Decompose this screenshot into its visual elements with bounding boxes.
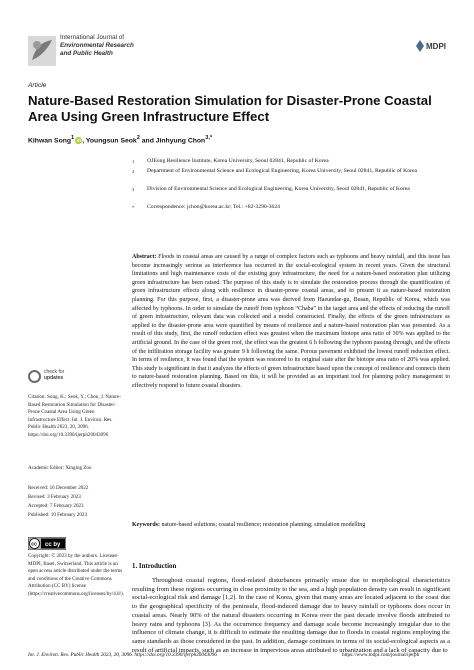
footer-journal-link[interactable]: https://www.mdpi.com/journal/ijerph [342, 652, 420, 658]
keywords-label: Keywords: [132, 522, 160, 528]
affiliation-number: 2 [132, 169, 135, 174]
author-3-affil: 3,* [205, 135, 213, 141]
author-1-affil: 1 [71, 135, 75, 141]
affiliation-number: 3 [132, 187, 135, 192]
journal-name-line1: International Journal of [60, 34, 125, 41]
received-date: Received: 16 December 2022 [28, 485, 89, 491]
check-line1: check for [44, 369, 65, 375]
revised-date: Revised: 3 February 2023 [28, 494, 81, 500]
paper-title: Nature-Based Restoration Simulation for Disaster-Prone Coastal Area Using Green Infrastructure Effect [28, 93, 432, 124]
academic-editor: Academic Editor: Xinging Zou [28, 465, 92, 471]
check-updates-icon[interactable] [28, 370, 41, 383]
article-type: Article [28, 82, 47, 89]
svg-text:cc: cc [31, 541, 37, 548]
cc-by-license-icon[interactable] [28, 537, 66, 550]
section-heading: 1. Introduction [132, 563, 177, 570]
author-1: Kihwan Song [28, 137, 72, 145]
copyright-notice: Copyright: © 2023 by the authors. Licensee MDPI, Basel, Switzerland. This article is an open access article distributed under the terms and conditions of the Creative Commons Attribution (CC BY) license (https://creativecommons.org/licenses/by/4.0/). [28, 553, 124, 597]
journal-name-line3: and Public Health [60, 50, 113, 57]
mdpi-logo-text: MDPI [426, 42, 446, 51]
cc-by-label: cc by [45, 542, 61, 548]
correspondence-text: Correspondence: jchon@korea.ac.kr; Tel.: +82-3290-3624 [147, 204, 281, 210]
author-2: , Youngsun Seok [82, 137, 137, 145]
orcid-icon[interactable]: iD [76, 137, 81, 143]
mdpi-logo-icon [412, 36, 448, 56]
affiliation-number: 1 [132, 159, 135, 164]
abstract [132, 253, 450, 391]
citation: Citation: Song, K.; Seok, Y.; Chon, J. Nature-Based Restoration Simulation for Disaster-Prone Coastal Area Using Green Infrastructure Effect. Int. J. Environ. Res. Public Health 2023, 20, 3096. https://doi.org/10.3390/ijerph20043096 [28, 394, 121, 438]
abstract-label: Abstract: [132, 254, 157, 260]
journal-logo-icon [28, 36, 56, 66]
affiliation-number: * [132, 205, 135, 210]
affiliation-text: OJEong Resilience Institute, Korea University, Seoul 02841, Republic of Korea [147, 158, 329, 164]
abstract-text: Floods in coastal areas are caused by a range of complex factors such as typhoons and heavy rainfall, and this issue has become increasingly serious as interference has occurred in the social-ecological system in recent years. Given the structural limitations and high maintenance costs of the existing gray infrastructure, the need for a nature-based restoration plan utilizing green infrastructure has been raised. The purpose of this study is to simulate the restoration process through the quantification of green infrastructure effects along with resilience in disaster-prone coastal areas, and to present it as nature-based restoration planning. For this purpose, first, a disaster-prone area was derived from Haeundae-gu, Busan, Republic of Korea, which was affected by typhoons. In order to simulate the runoff from typhoon “Chaba” in the target area and the effects of reducing the runoff of green infrastructure, relevant data was collected and a model constructed. Finally, the effects of the green infrastructure as applied to the disaster-prone area were quantified by means of resilience and a nature-based restoration plan was presented. As a result of this study, first, the runoff reduction effect was greatest when the maximum biotope area ratio of 30% was applied to the artificial ground. In the case of the green roof, the effect was the greatest 6 h following the typhoon passing through, and the effects of the infiltration storage facility was greater 9 h following the same. Porous pavement exhibited the lowest runoff reduction effect. In terms of resilience, it was found that the system was restored to its original state after the biotope area ratio of 20% was applied. This study is significant in that it analyzes the effects of green infrastructure based upon the concept of resilience and connects them to nature-based restoration planning. Based on this, it will be provided as an important tool for planning policy management to effectively respond to future coastal disasters. [132, 254, 451, 389]
journal-name-line2: Environmental Research [60, 42, 134, 49]
author-list [28, 135, 212, 144]
accepted-date: Accepted: 7 February 2023 [28, 503, 84, 509]
author-3: and Jinhyung Chon [139, 137, 206, 145]
affiliation-text: Division of Environmental Science and Ecological Engineering, Korea University, Seoul 02841, Republic of Korea [147, 186, 410, 192]
keywords-text: nature-based solutions; coastal resilience; restoration planning; simulation modelling [161, 522, 366, 528]
keywords [132, 521, 450, 529]
footer-citation: Int. J. Environ. Res. Public Health 2023, 20, 3096. https://doi.org/10.3390/ijerph20043096 [28, 652, 217, 658]
introduction-text: Throughout coastal regions, flood-related disturbances primarily ensue due to morphological characteristics resulting from these regions occurring in close proximity to the sea, and a high population density can result in significant social-ecological risk and damage [1,2]. In the case of Korea, given that many areas are located adjacent to the coast due to the geographical specificity of the peninsula, flood-induced damage due to heavy rainfall or typhoons does occur in coastal areas. Nearly 90% of the natural disasters occurring in Korea over the past decade involve floods attributed to heavy rains and typhoons [3]. As the occurrence frequency and damage scale become increasingly irregular due to the influence of climate change, it is difficult to estimate the resulting damage due to floods in coastal regions employing the same standards as those considered in the past. In addition, damage continues in terms of its social-ecological aspects as a result of artificial impacts, such as an increase in impervious areas attributed to urbanization and a lack of capacity due to [132, 577, 450, 654]
affiliation-text: Department of Environmental Science and Ecological Engineering, Korea University, Seoul 02841, Republic of Korea [147, 168, 418, 174]
author-2-affil: 2 [136, 135, 140, 141]
journal-name [60, 34, 210, 58]
check-for-updates[interactable] [44, 369, 64, 381]
published-date: Published: 10 February 2023 [28, 512, 87, 518]
check-line2: updates [44, 375, 64, 381]
